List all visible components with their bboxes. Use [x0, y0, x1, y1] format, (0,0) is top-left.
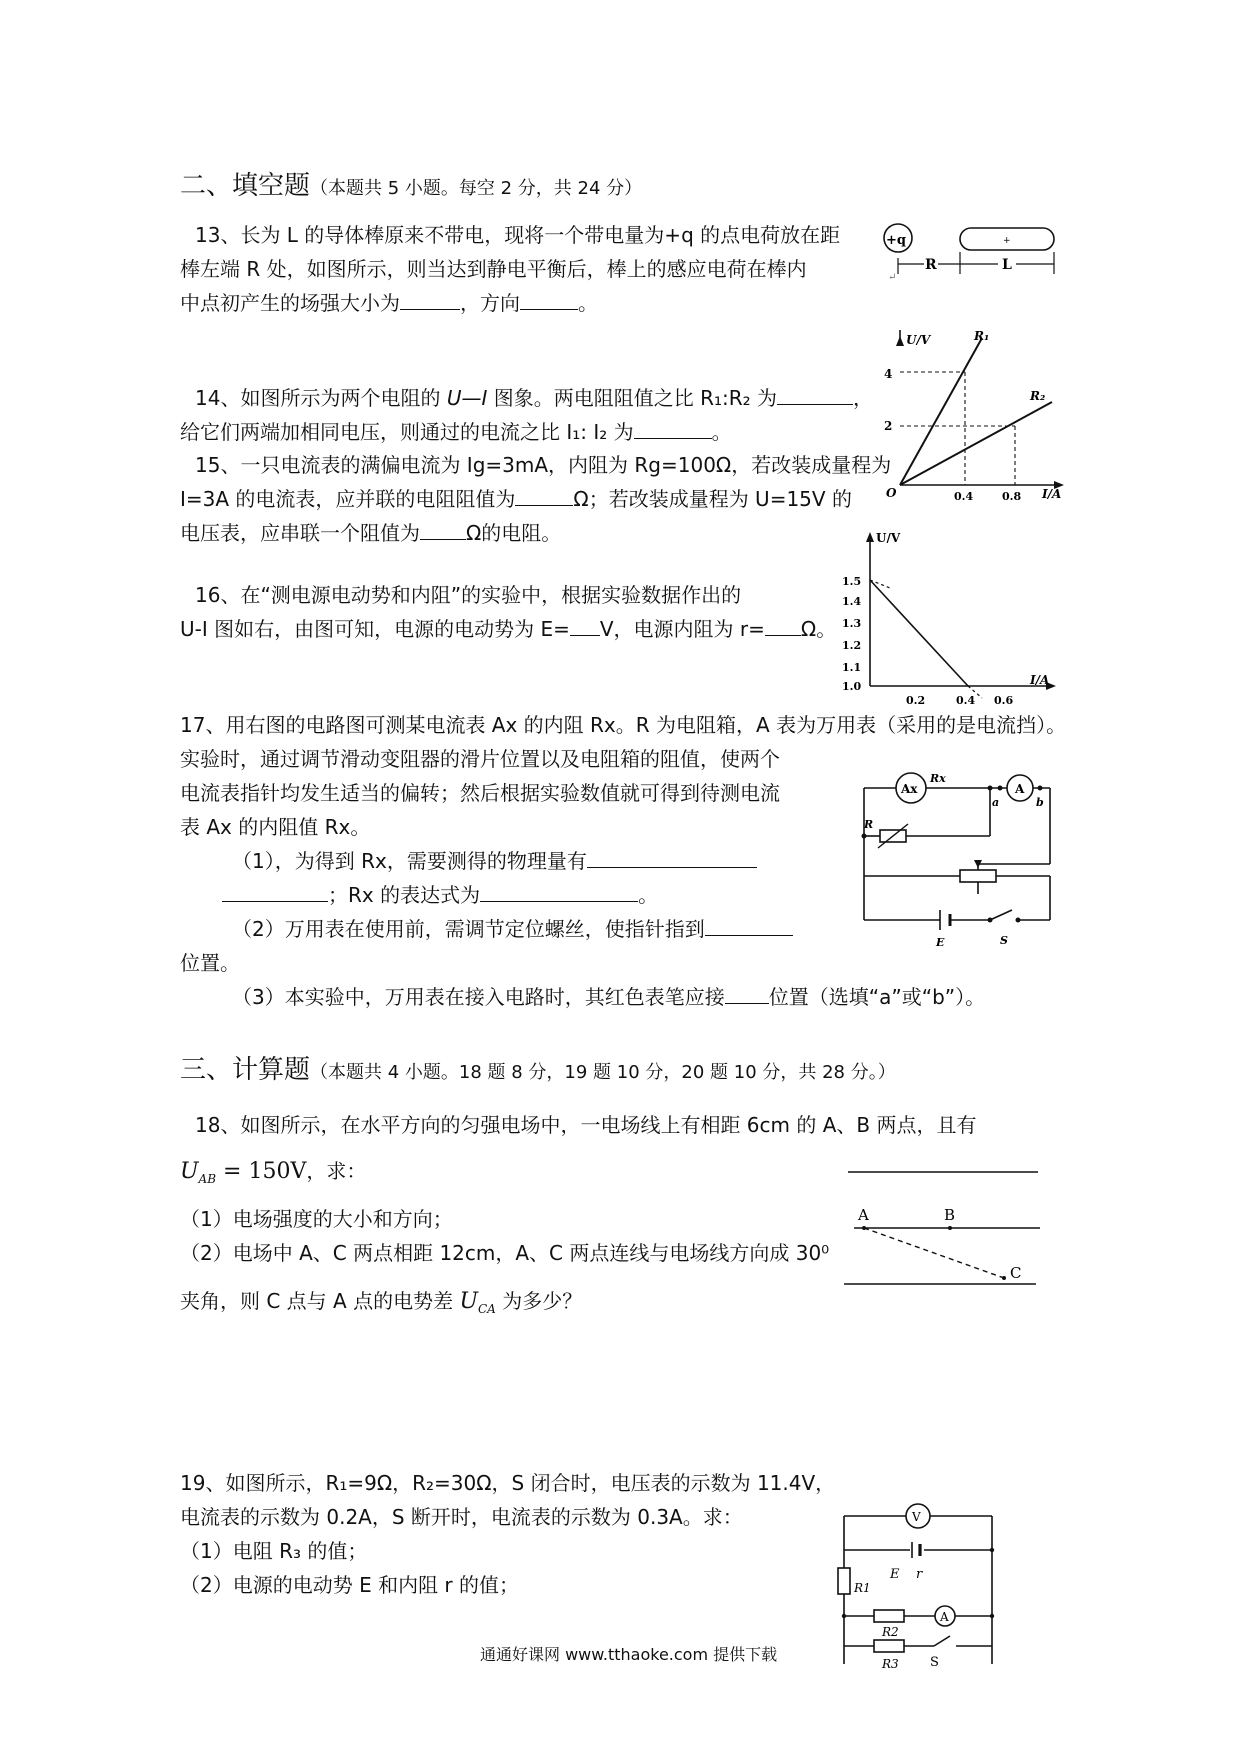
- q14-y-axis-label: U/V: [906, 333, 931, 347]
- q17-line3: 电流表指针均发生适当的偏转；然后根据实验数值就可得到待测电流: [180, 781, 780, 805]
- q14-line2-a: 给它们两端加相同电压，则通过的电流之比 I₁: I₂ 为: [180, 420, 634, 444]
- q19-line2: 电流表的示数为 0.2A，S 断开时，电流表的示数为 0.3A。求：: [180, 1505, 743, 1529]
- page-footer: 通通好课网 www.tthaoke.com 提供下载: [480, 1645, 778, 1664]
- q13-line3-b: ，方向: [460, 291, 520, 315]
- q16-y-axis-label: U/V: [876, 531, 901, 545]
- q17-blank-3[interactable]: [480, 879, 638, 902]
- q13-line1: 13、长为 L 的导体棒原来不带电，现将一个带电量为+q 的点电荷放在距: [195, 223, 841, 247]
- q14-line1-d: ，: [853, 386, 873, 410]
- q16-line2: [180, 612, 836, 646]
- length-L-label: L: [1002, 257, 1012, 273]
- AC-connector: [864, 1228, 1004, 1278]
- q18-line2: [180, 1154, 366, 1196]
- point-C: C: [1010, 1264, 1022, 1282]
- q19-part2: （2）电源的电动势 E 和内阻 r 的值；: [180, 1573, 520, 1597]
- S-label-19: S: [930, 1655, 939, 1670]
- E-label: E: [936, 936, 945, 949]
- point-A: A: [858, 1206, 869, 1224]
- q16-x-tick-02: 0.2: [906, 694, 926, 707]
- q19-circuit: [830, 1500, 1000, 1682]
- distance-R-label: R: [925, 257, 937, 273]
- q17-line1: 17、用右图的电路图可测某电流表 Ax 的内阻 Rx。R 为电阻箱，A 表为万用表（采用的是电流挡）。: [180, 713, 1067, 737]
- q17-part2-a: （2）万用表在使用前，需调节定位螺丝，使指针指到: [232, 917, 705, 941]
- R-label: R: [864, 818, 874, 831]
- q15-line2-a: I=3A 的电流表，应并联的电阻阻值为: [180, 487, 516, 511]
- section3-heading: [180, 1052, 896, 1091]
- q17-line4: 表 Ax 的内阻值 Rx。: [180, 815, 371, 839]
- q14-y-tick-4: 4: [884, 367, 893, 381]
- resistor-R3: [874, 1640, 904, 1652]
- q17-part1: [232, 844, 757, 878]
- q17-part3-a: （3）本实验中，万用表在接入电路时，其红色表笔应接: [232, 985, 725, 1009]
- ammeter-A-label: A: [1015, 782, 1025, 796]
- ammeter-Ax-label: Ax: [901, 782, 918, 796]
- section2-heading: [180, 168, 642, 207]
- q16-y-tick-13: 1.3: [842, 617, 862, 630]
- q14-y-tick-2: 2: [884, 419, 893, 433]
- q15-blank-1[interactable]: [515, 483, 573, 506]
- q16-line1: 16、在“测电源电动势和内阻”的实验中，根据实验数据作出的: [195, 583, 742, 607]
- q16-line: [870, 580, 968, 686]
- q15-line2: [180, 482, 852, 516]
- q14-x-axis-label: I/A: [1042, 487, 1062, 501]
- q19-line1: 19、如图所示，R₁=9Ω，R₂=30Ω，S 闭合时，电压表的示数为 11.4V，: [180, 1471, 836, 1495]
- q15-blank-2[interactable]: [420, 517, 466, 540]
- q18-part1: （1）电场强度的大小和方向；: [180, 1207, 453, 1231]
- q13-line2: 棒左端 R 处，如图所示，则当达到静电平衡后，棒上的感应电荷在棒内: [180, 257, 807, 281]
- q16-x-tick-04: 0.4: [956, 694, 976, 707]
- q18-U-value: = 150V: [216, 1159, 307, 1184]
- q18-U: U: [180, 1159, 199, 1184]
- q17-part2-cont: 位置。: [180, 951, 240, 975]
- R2-label: R2: [882, 1625, 899, 1639]
- q14-line1-a: 14、如图所示为两个电阻的: [195, 386, 447, 410]
- R1-label: R1: [854, 1581, 871, 1595]
- q16-line2-c: Ω。: [800, 617, 837, 641]
- q17-blank-2[interactable]: [222, 879, 328, 902]
- point-B: B: [944, 1206, 956, 1224]
- q18-part2: （2）电场中 A、C 两点相距 12cm，A、C 两点连线与电场线方向成 30⁰: [180, 1241, 830, 1265]
- q17-circuit: [850, 768, 1070, 948]
- q17-part1-c: 。: [638, 883, 659, 907]
- q14-line1: [195, 381, 873, 415]
- q13-line3-a: 中点初产生的场强大小为: [180, 291, 400, 315]
- q18-line1: 18、如图所示，在水平方向的匀强电场中，一电场线上有相距 6cm 的 A、B 两点，且有: [195, 1113, 977, 1137]
- q14-line1-ui: U—I: [446, 386, 488, 410]
- q16-y-tick-14: 1.4: [842, 595, 862, 608]
- q17-part3-b: 位置（选填“a”或“b”）。: [768, 985, 986, 1009]
- q16-line2-a: U-I 图如右，由图可知，电源的电动势为 E=: [180, 617, 570, 641]
- return-mark: ↵: [888, 272, 897, 283]
- q19-part1: （1）电阻 R₃ 的值；: [180, 1539, 368, 1563]
- section3-title: 三、计算题: [180, 1055, 311, 1085]
- q16-blank-2[interactable]: [765, 613, 801, 636]
- q14-line2: [180, 415, 732, 449]
- charge-label: +q: [886, 233, 906, 248]
- q13-figure: [880, 220, 1060, 282]
- q18-figure: [840, 1162, 1060, 1292]
- q18-U-sub: AB: [198, 1172, 217, 1186]
- q15-line3-b: Ω的电阻。: [466, 521, 562, 545]
- q17-part3: [232, 980, 985, 1014]
- ammeter-A-19-label: A: [940, 1610, 949, 1624]
- voltmeter-V-label: V: [912, 1510, 921, 1524]
- q14-x-tick-08: 0.8: [1002, 490, 1022, 503]
- q17-blank-1[interactable]: [587, 845, 757, 868]
- q17-blank-5[interactable]: [725, 981, 769, 1004]
- q16-x-tick-06: 0.6: [994, 694, 1014, 707]
- q15-line3: [180, 516, 561, 550]
- q17-part1-a: （1），为得到 Rx，需要测得的物理量有: [232, 849, 587, 873]
- S-label: S: [1000, 934, 1008, 947]
- q14-origin-label: O: [886, 486, 897, 500]
- q14-x-tick-04: 0.4: [954, 490, 974, 503]
- q15-line3-a: 电压表，应串联一个阻值为: [180, 521, 420, 545]
- q16-y-tick-12: 1.2: [842, 639, 862, 652]
- q15-line1: 15、一只电流表的满偏电流为 Ig=3mA，内阻为 Rg=100Ω，若改装成量程为: [195, 453, 892, 477]
- q16-x-axis-label: I/A: [1030, 673, 1050, 687]
- resistor-R1: [838, 1568, 850, 1594]
- q16-y-tick-15: 1.5: [842, 575, 862, 588]
- terminal-a: a: [992, 796, 1000, 809]
- resistor-R2: [874, 1610, 904, 1622]
- q18-part3: [180, 1284, 582, 1326]
- rod-center-mark: +: [1003, 236, 1011, 246]
- terminal-b: b: [1036, 796, 1044, 809]
- q14-blank-1[interactable]: [777, 382, 853, 405]
- rheostat: [960, 870, 996, 882]
- q16-blank-1[interactable]: [570, 613, 600, 636]
- q16-ui-graph: [830, 526, 1070, 707]
- q14-legend-R2: R₂: [1030, 389, 1046, 403]
- q14-line1-c: 图象。两电阻阻值之比 R₁:R₂ 为: [487, 386, 777, 410]
- q14-legend-R1: R₁: [974, 329, 990, 343]
- q16-y-tick-10: 1.0: [842, 680, 862, 693]
- q17-part2: [232, 912, 793, 946]
- q18-U2: U: [459, 1289, 478, 1314]
- section3-note: （本题共 4 小题。18 题 8 分，19 题 10 分，20 题 10 分，共 28 分。）: [310, 1062, 896, 1083]
- q17-blank-4[interactable]: [705, 913, 793, 936]
- q14-ui-graph: [870, 329, 1070, 503]
- R3-label: R3: [882, 1657, 899, 1671]
- section2-title: 二、填空题: [180, 171, 311, 201]
- E-label-19: E: [890, 1567, 900, 1582]
- q14-blank-2[interactable]: [634, 416, 712, 439]
- q13-blank-1[interactable]: [400, 287, 460, 310]
- q17-part1-b: ；Rx 的表达式为: [328, 883, 481, 907]
- q15-line2-b: Ω；若改装成量程为 U=15V 的: [573, 487, 852, 511]
- q17-part1-cont: [222, 878, 658, 912]
- r-label-19: r: [916, 1567, 923, 1582]
- q16-y-tick-11: 1.1: [842, 661, 862, 674]
- q18-line2-c: ，求：: [306, 1159, 367, 1183]
- q17-line2: 实验时，通过调节滑动变阻器的滑片位置以及电阻箱的阻值，使两个: [180, 747, 780, 771]
- q18-part3-a: 夹角，则 C 点与 A 点的电势差: [180, 1289, 460, 1313]
- q18-U2-sub: CA: [477, 1302, 496, 1316]
- q16-line2-b: V，电源内阻为 r=: [599, 617, 765, 641]
- Rx-label: Rx: [930, 772, 946, 785]
- q18-part3-c: 为多少？: [495, 1289, 583, 1313]
- q13-line3-c: 。: [578, 291, 598, 315]
- q13-line3: [180, 286, 598, 320]
- q14-line2-b: 。: [711, 420, 732, 444]
- q13-blank-2[interactable]: [520, 287, 578, 310]
- section2-note: （本题共 5 小题。每空 2 分，共 24 分）: [310, 178, 643, 199]
